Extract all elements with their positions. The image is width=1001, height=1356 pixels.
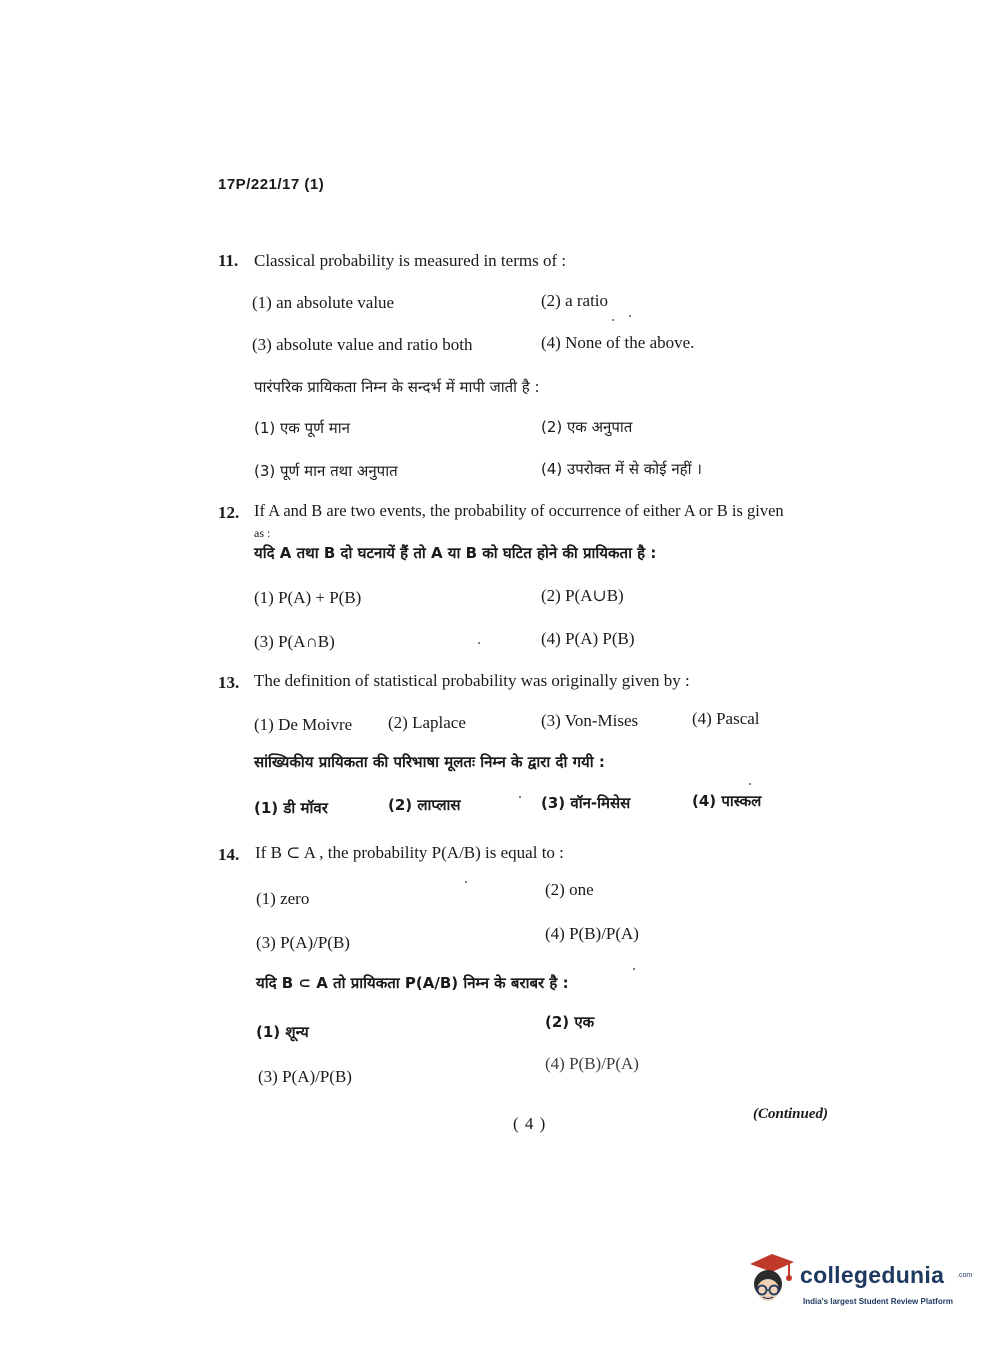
q14-hindi-option-3: (3) P(A)/P(B): [258, 1067, 352, 1086]
q14-hindi-option-1: (1) शून्य: [256, 1023, 309, 1041]
q14-hindi-option-4: (4) P(B)/P(A): [545, 1054, 639, 1073]
continued-label: (Continued): [753, 1106, 829, 1122]
q12-hindi-text: यदि A तथा B दो घटनायें हैं तो A या B को घटित होने की प्रायिकता है :: [254, 544, 657, 562]
q11-hindi-option-4: (4) उपरोक्त में से कोई नहीं ।: [541, 460, 702, 478]
q13-hindi-text: सांख्यिकीय प्रायिकता की परिभाषा मूलतः निम्न के द्वारा दी गयी :: [254, 753, 605, 771]
collegedunia-logo-icon: [742, 1250, 800, 1315]
q13-text: The definition of statistical probability was originally given by :: [254, 671, 690, 690]
q13-hindi-option-1: (1) डी मॉवर: [254, 799, 328, 817]
q11-option-1: (1) an absolute value: [252, 293, 395, 312]
q12-option-3: (3) P(A∩B): [254, 632, 335, 651]
q14-option-4: (4) P(B)/P(A): [545, 924, 639, 943]
q14-number: 14.: [218, 845, 240, 864]
q13-number: 13.: [218, 673, 240, 692]
q13-option-4: (4) Pascal: [692, 709, 760, 728]
q11-option-3: (3) absolute value and ratio both: [252, 335, 473, 354]
watermark-domain-suffix: .com: [957, 1272, 973, 1279]
q13-option-2: (2) Laplace: [388, 713, 466, 732]
q13-hindi-option-2: (2) लाप्लास: [388, 796, 461, 814]
paper-code: 17P/221/17 (1): [218, 176, 325, 193]
q11-hindi-text: पारंपरिक प्रायिकता निम्न के सन्दर्भ में मापी जाती है :: [254, 378, 540, 396]
q14-option-3: (3) P(A)/P(B): [256, 933, 350, 952]
watermark-brand: collegedunia: [800, 1262, 945, 1288]
q11-option-2: (2) a ratio: [541, 291, 609, 310]
page-number: ( 4 ): [513, 1114, 547, 1133]
q12-option-2: (2) P(A∪B): [541, 586, 624, 605]
q13-hindi-option-3: (3) वॉन-मिसेस: [541, 794, 631, 812]
q11-number: 11.: [218, 251, 239, 270]
q14-hindi-option-2: (2) एक: [545, 1013, 595, 1031]
q11-hindi-option-1: (1) एक पूर्ण मान: [254, 419, 350, 437]
q12-text: If A and B are two events, the probability of occurrence of either A or B is given: [254, 501, 784, 520]
q12-text-continued: as :: [254, 526, 271, 540]
q12-number: 12.: [218, 503, 240, 522]
q14-hindi-text: यदि B ⊂ A तो प्रायिकता P(A/B) निम्न के बराबर है :: [256, 974, 569, 992]
q14-option-2: (2) one: [545, 880, 594, 899]
q11-text: Classical probability is measured in terms of :: [254, 251, 567, 270]
q14-text: If B ⊂ A , the probability P(A/B) is equal to :: [255, 843, 564, 862]
q12-option-1: (1) P(A) + P(B): [254, 588, 362, 607]
q12-option-4: (4) P(A) P(B): [541, 629, 635, 648]
q13-hindi-option-4: (4) पास्कल: [692, 792, 762, 810]
q11-hindi-option-2: (2) एक अनुपात: [541, 418, 633, 436]
watermark-tagline: India's largest Student Review Platform: [803, 1297, 953, 1306]
q13-option-3: (3) Von-Mises: [541, 711, 639, 730]
q13-option-1: (1) De Moivre: [254, 715, 353, 734]
q14-option-1: (1) zero: [256, 889, 310, 908]
q11-option-4: (4) None of the above.: [541, 333, 695, 352]
q11-hindi-option-3: (3) पूर्ण मान तथा अनुपात: [254, 462, 398, 480]
